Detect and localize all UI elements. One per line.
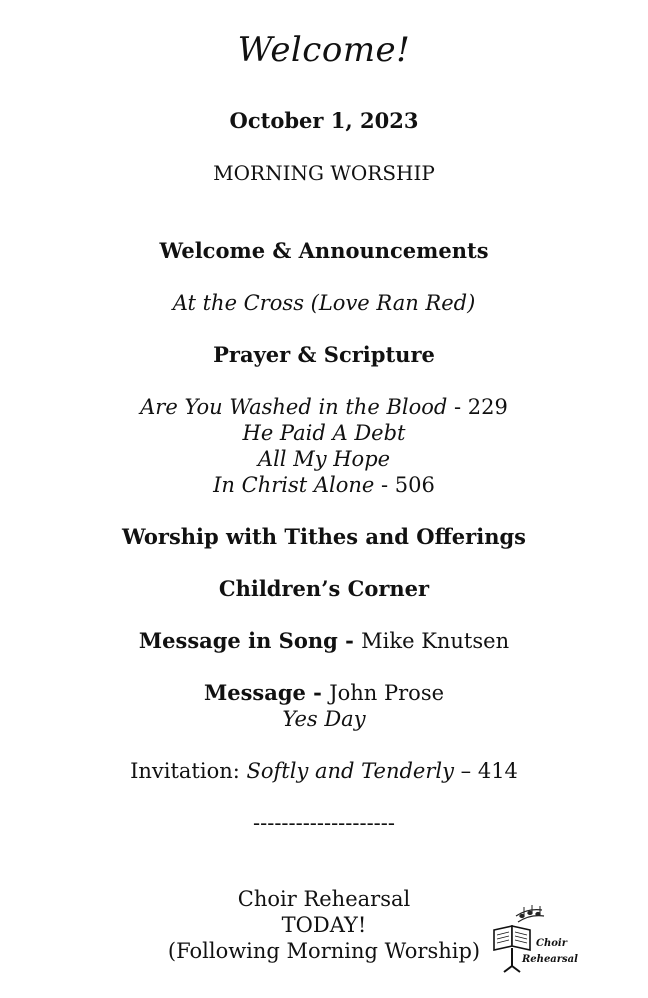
- message-person: John Prose: [329, 681, 445, 705]
- hymn-number: – 414: [453, 759, 518, 783]
- music-notes-icon: [516, 905, 544, 922]
- service-name: MORNING WORSHIP: [213, 161, 435, 185]
- message-in-song-line: [0, 628, 648, 654]
- message-in-song-label: Message in Song: [138, 628, 338, 653]
- song-title: All My Hope: [257, 447, 391, 471]
- hymn-number: - 506: [374, 473, 435, 497]
- logo-text-rehearsal: Rehearsal: [522, 954, 578, 965]
- rehearsal-title: Choir Rehearsal: [237, 887, 411, 911]
- welcome-title: Welcome!: [237, 30, 411, 70]
- worship-tithes-heading: Worship with Tithes and Offerings: [122, 524, 526, 549]
- separator: -: [337, 628, 362, 653]
- message-label: Message: [203, 680, 306, 705]
- message-title: Yes Day: [282, 707, 366, 731]
- song-title: In Christ Alone: [213, 473, 375, 497]
- prayer-scripture-heading: Prayer & Scripture: [213, 342, 435, 367]
- logo-text-choir: Choir: [536, 938, 567, 949]
- choir-rehearsal-logo: [488, 902, 580, 974]
- song-list-item: [0, 472, 648, 498]
- welcome-announcements-heading: Welcome & Announcements: [159, 238, 489, 263]
- divider: --------------------: [253, 811, 395, 835]
- message-in-song-person: Mike Knutsen: [361, 629, 510, 653]
- music-book-icon: [494, 926, 530, 950]
- childrens-corner-heading: Children’s Corner: [218, 576, 430, 601]
- rehearsal-detail: (Following Morning Worship): [167, 939, 481, 963]
- message-line: [0, 680, 648, 706]
- separator: -: [305, 680, 330, 705]
- song-list-item: [0, 420, 648, 446]
- rehearsal-when: TODAY!: [281, 913, 367, 937]
- opening-song: At the Cross (Love Ran Red): [172, 291, 476, 315]
- song-list-item: [0, 446, 648, 472]
- song-title: Are You Washed in the Blood: [140, 395, 448, 419]
- invitation-label: Invitation:: [130, 759, 247, 783]
- hymn-number: - 229: [447, 395, 508, 419]
- invitation-line: [0, 758, 648, 784]
- song-title: He Paid A Debt: [242, 421, 406, 445]
- song-list-item: [0, 394, 648, 420]
- music-stand-icon: [504, 948, 520, 972]
- invitation-song: Softly and Tenderly: [246, 759, 454, 783]
- service-date: October 1, 2023: [229, 108, 419, 133]
